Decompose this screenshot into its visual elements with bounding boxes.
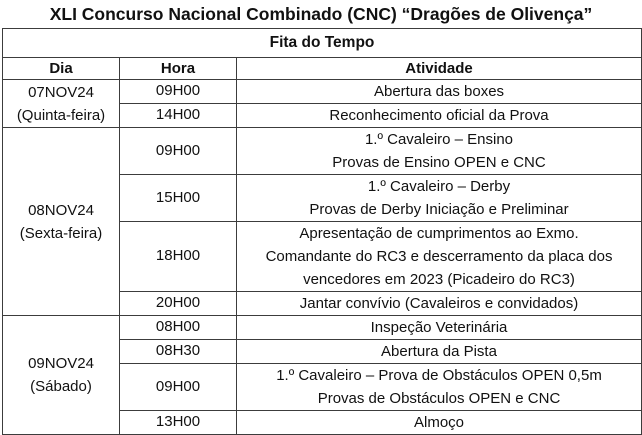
hora-cell: 18H00 — [120, 222, 237, 292]
atividade-line: Jantar convívio (Cavaleiros e convidados) — [299, 295, 579, 312]
atividade-cell — [237, 104, 642, 128]
hora-cell: 08H00 — [120, 316, 237, 340]
document-title: XLI Concurso Nacional Combinado (CNC) “Dragões de Olivença” — [49, 4, 593, 24]
atividade-cell — [237, 128, 642, 175]
atividade-line: Almoço — [413, 414, 465, 431]
atividade-cell — [237, 340, 642, 364]
atividade-line: vencedores em 2023 (Picadeiro do RC3) — [303, 271, 575, 288]
header-dia: Dia — [3, 58, 120, 80]
hora-cell: 15H00 — [120, 175, 237, 222]
hora-cell: 09H00 — [120, 364, 237, 411]
hora-cell: 08H30 — [120, 340, 237, 364]
atividade-line: Apresentação de cumprimentos ao Exmo. — [299, 225, 579, 242]
day-date: 08NOV24 — [28, 201, 94, 219]
day-cell — [3, 128, 120, 316]
table-row — [3, 80, 642, 104]
hora-cell: 09H00 — [120, 80, 237, 104]
atividade-line: 1.º Cavaleiro – Derby — [367, 178, 511, 195]
atividade-cell — [237, 411, 642, 435]
day-weekday: (Quinta-feira) — [16, 106, 106, 124]
hora-cell: 20H00 — [120, 292, 237, 316]
atividade-cell — [237, 80, 642, 104]
table-row — [3, 316, 642, 340]
day-weekday: (Sábado) — [30, 378, 92, 395]
day-date: 09NOV24 — [28, 355, 94, 372]
atividade-line: Provas de Ensino OPEN e CNC — [332, 154, 546, 171]
day-weekday: (Sexta-feira) — [19, 224, 103, 242]
table-subtitle: Fita do Tempo — [3, 29, 642, 58]
header-atividade: Atividade — [237, 58, 642, 80]
atividade-cell — [237, 222, 642, 292]
atividade-cell — [237, 316, 642, 340]
day-cell — [3, 316, 120, 435]
hora-cell: 09H00 — [120, 128, 237, 175]
atividade-line: Inspeção Veterinária — [370, 319, 508, 336]
header-row — [3, 58, 642, 80]
subtitle-row — [3, 29, 642, 58]
atividade-cell — [237, 364, 642, 411]
atividade-line: Provas de Obstáculos OPEN e CNC — [317, 390, 561, 407]
header-hora: Hora — [120, 58, 237, 80]
day-cell — [3, 80, 120, 128]
hora-cell: 14H00 — [120, 104, 237, 128]
atividade-line: Provas de Derby Iniciação e Preliminar — [309, 201, 569, 218]
table-row — [3, 128, 642, 175]
atividade-line: Comandante do RC3 e descerramento da placa dos — [265, 248, 613, 265]
atividade-line: 1.º Cavaleiro – Prova de Obstáculos OPEN 0,5m — [276, 367, 602, 384]
atividade-cell — [237, 292, 642, 316]
atividade-cell — [237, 175, 642, 222]
atividade-line: Abertura das boxes — [373, 83, 505, 100]
atividade-line: Abertura da Pista — [381, 343, 497, 360]
hora-cell: 13H00 — [120, 411, 237, 435]
schedule-table — [2, 28, 642, 435]
atividade-line: Reconhecimento oficial da Prova — [329, 107, 549, 124]
atividade-line: 1.º Cavaleiro – Ensino — [364, 131, 514, 148]
day-date: 07NOV24 — [28, 83, 94, 101]
